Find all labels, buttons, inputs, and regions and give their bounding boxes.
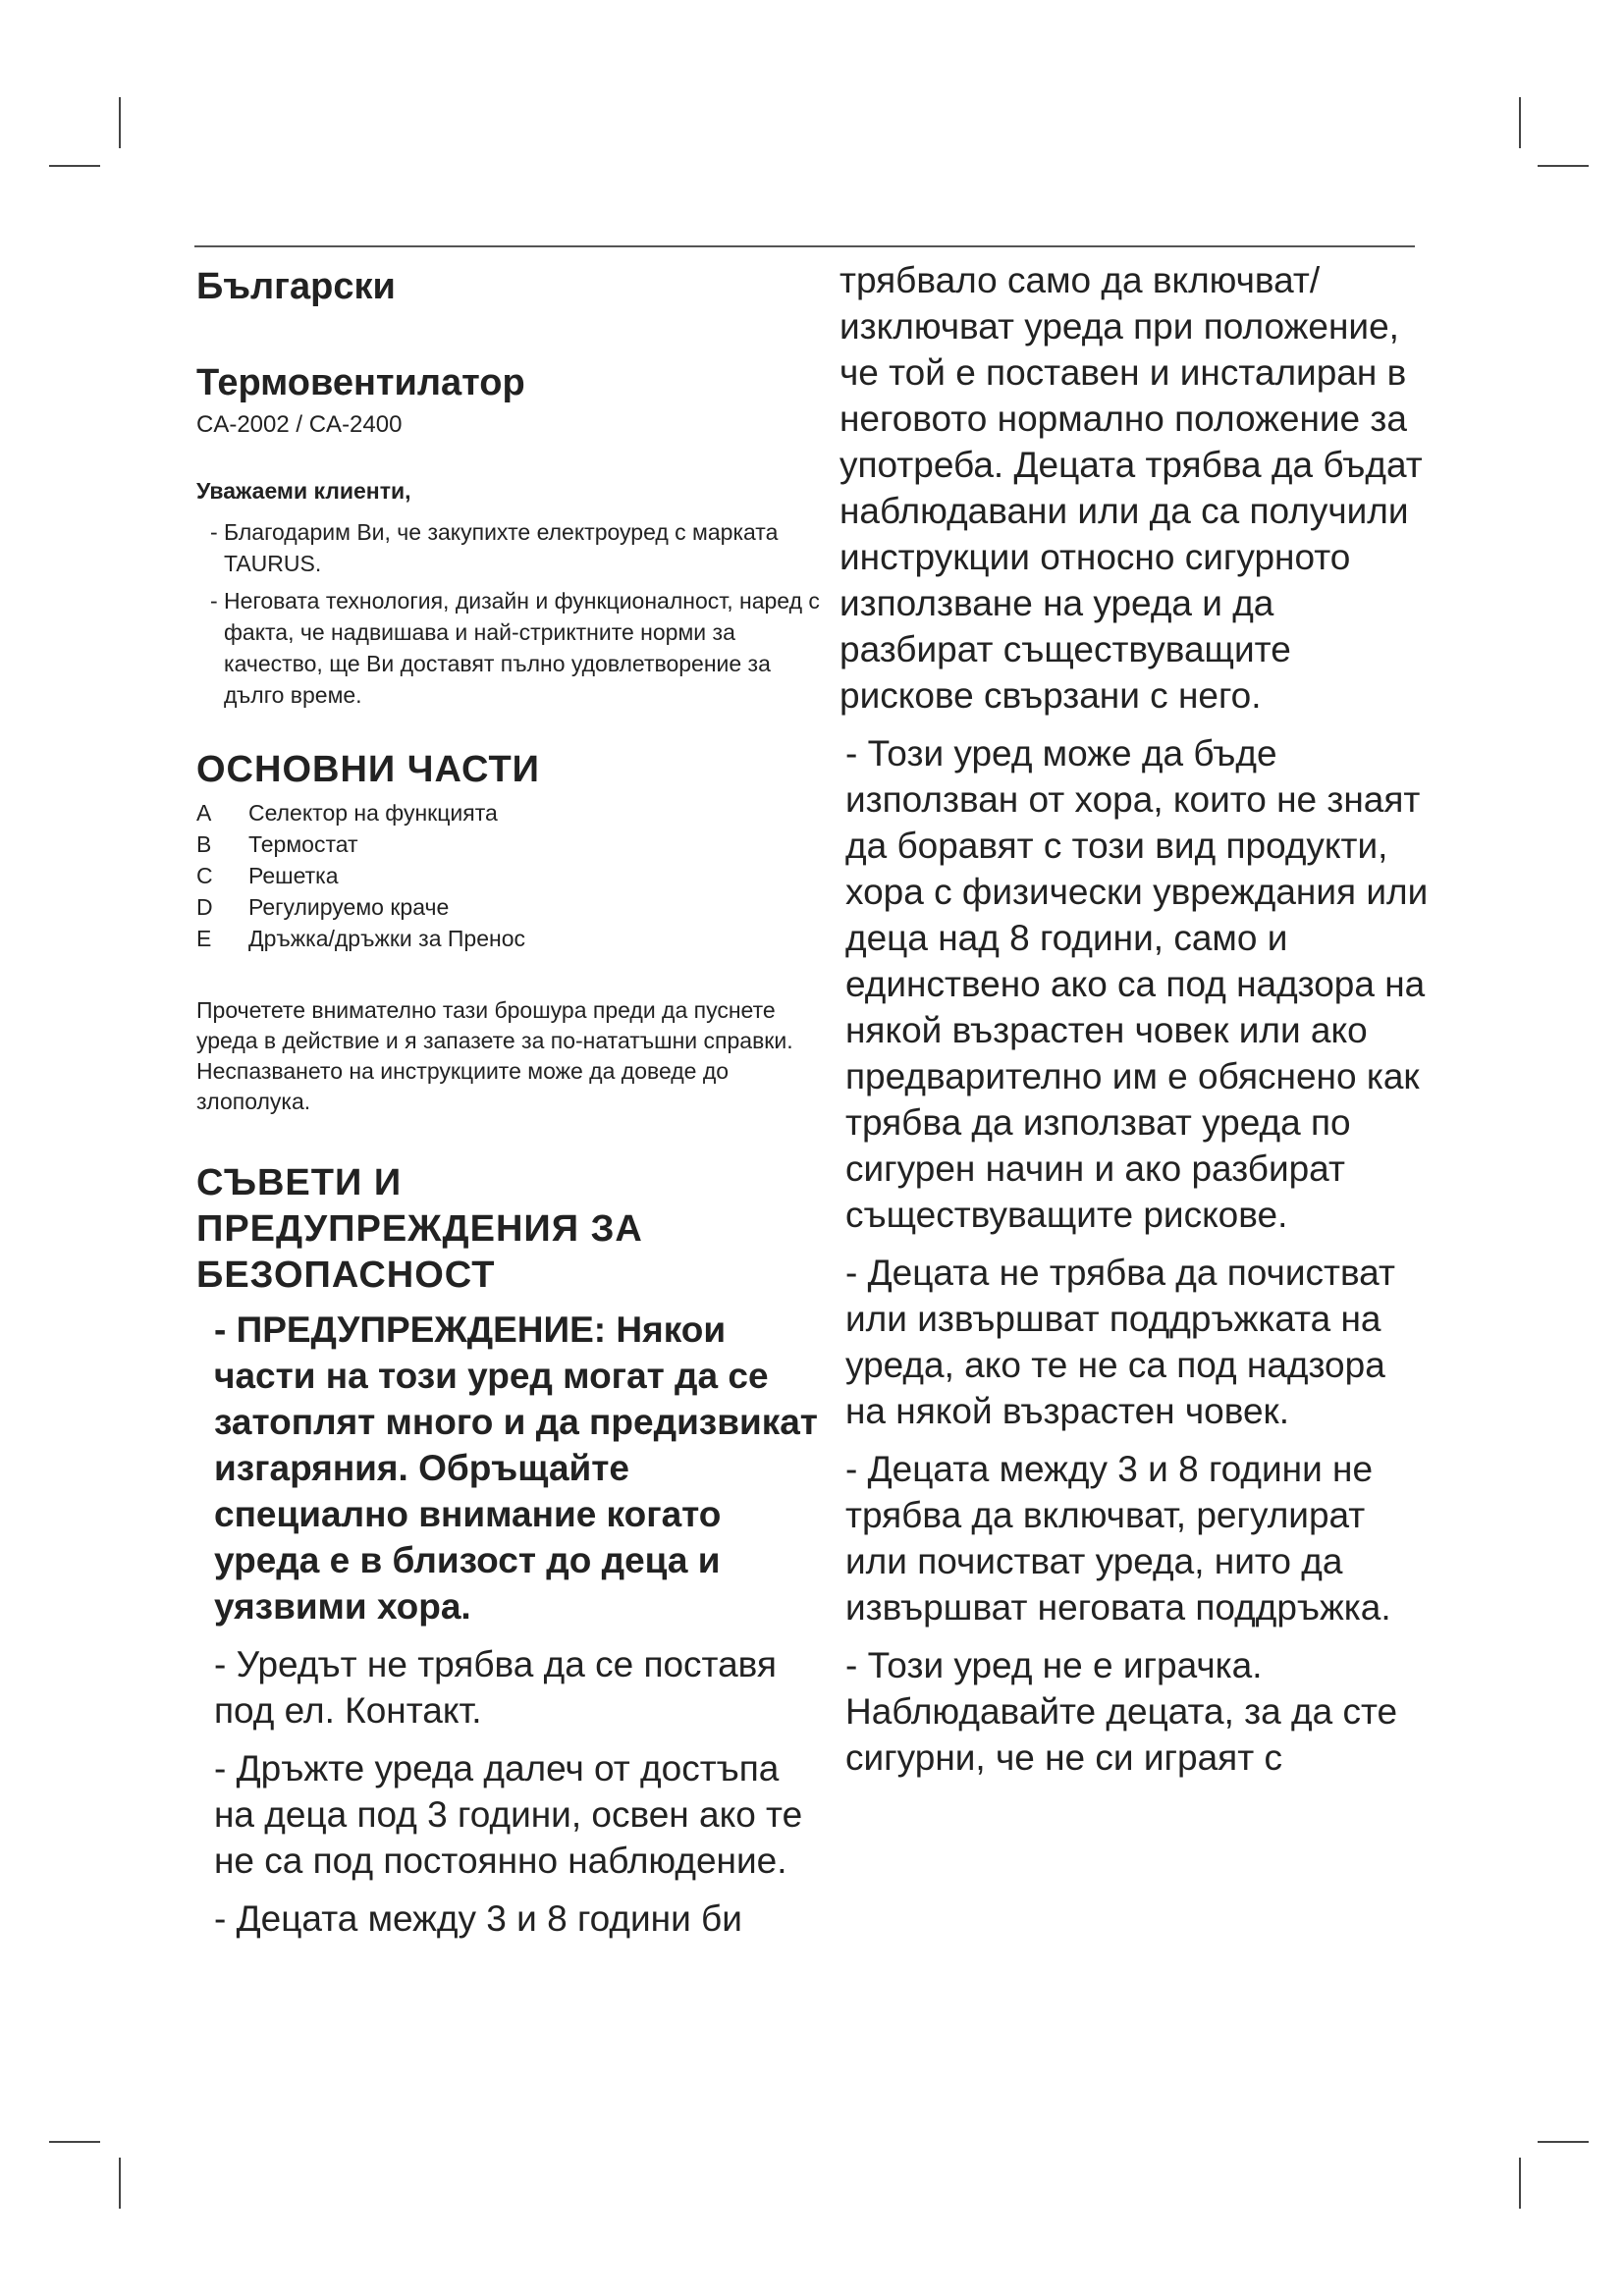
right-column (839, 257, 1429, 1781)
read-instructions-note: Прочетете внимателно тази брошура преди да пуснете уреда в действие и я запазете за по-нататъшни справки. Неспазването на инструкциите може да доведе до злополука. (196, 996, 793, 1114)
list-item (196, 828, 825, 860)
language-heading: Български (196, 266, 396, 307)
safety-paragraph: трябвало само да включват/ изключват уреда при положение, че той е поставен и инсталиран в неговото нормално положение за употреба. Децата трябва да бъдат наблюдавани или да са получили инструкции относно сигурното използване на уреда и да разбират съществуващите рискове свързани с него. (839, 260, 1423, 716)
parts-title: ОСНОВНИ ЧАСТИ (196, 748, 540, 790)
greeting: Уважаеми клиенти, (196, 477, 411, 504)
header-rule (194, 245, 1415, 247)
crop-mark-bottom-right-horizontal (1538, 2141, 1589, 2143)
crop-mark-top-right-horizontal (1538, 165, 1589, 167)
safety-paragraph: - Децата не трябва да почистват или извършват поддръжката на уреда, ако те не са под надзора на някой възрастен човек. (845, 1253, 1395, 1431)
model-number: CA-2002 / CA-2400 (196, 411, 403, 439)
part-label: Дръжка/дръжки за Пренос (248, 925, 525, 951)
safety-title (196, 1160, 825, 1299)
crop-mark-bottom-left-vertical (119, 2158, 121, 2209)
part-label: Термостат (248, 830, 358, 857)
part-label: Селектор на функцията (248, 799, 498, 826)
safety-paragraph: - Децата между 3 и 8 години би (214, 1897, 742, 1939)
part-letter: D (196, 893, 213, 920)
list-item (196, 797, 825, 828)
crop-mark-bottom-left-horizontal (49, 2141, 100, 2143)
intro-paragraph: - Неговата технология, дизайн и функционалност, наред с факта, че надвишава и най-стриктните норми за качество, ще Ви доставят пълно удовлетворение за дълго време. (210, 587, 820, 708)
intro-text (210, 516, 825, 711)
crop-mark-top-right-vertical (1519, 97, 1521, 148)
safety-title-line: БЕЗОПАСНОСТ (196, 1254, 496, 1296)
part-label: Регулируемо краче (248, 893, 450, 920)
safety-title-line: ПРЕДУПРЕЖДЕНИЯ ЗА (196, 1207, 643, 1250)
left-column (196, 257, 825, 1942)
part-letter: B (196, 830, 212, 857)
safety-title-line: СЪВЕТИ И (196, 1161, 403, 1203)
part-letter: A (196, 799, 212, 826)
safety-paragraph: - Уредът не трябва да се поставя под ел. Контакт. (214, 1643, 777, 1731)
safety-paragraph: - Този уред не е играчка. Наблюдавайте децата, за да сте сигурни, че не си играят с (845, 1645, 1398, 1778)
crop-mark-top-left-horizontal (49, 165, 100, 167)
parts-list (196, 797, 825, 954)
list-item (196, 860, 825, 891)
crop-mark-top-left-vertical (119, 97, 121, 148)
list-item (196, 923, 825, 954)
warning-paragraph: - ПРЕДУПРЕЖДЕНИЕ: Някои части на този уред могат да се затоплят много и да предизвикат изгаряния. Обръщайте специално внимание когато уреда е в близост до деца и уязвими хора. (214, 1308, 818, 1627)
part-label: Решетка (248, 862, 339, 888)
part-letter: E (196, 925, 212, 951)
safety-paragraph: - Този уред може да бъде използван от хора, които не знаят да боравят с този вид продукти, хора с физически увреждания или деца над 8 години, само и единствено ако са под надзора на някой възрастен човек или ако предварително им е обяснено как трябва да използват уреда по сигурен начин и ако разбират съществуващите рискове. (845, 733, 1429, 1235)
crop-mark-bottom-right-vertical (1519, 2158, 1521, 2209)
intro-paragraph: - Благодарим Ви, че закупихте електроуред с марката TAURUS. (210, 518, 779, 576)
product-title: Термовентилатор (196, 361, 525, 403)
safety-paragraph: - Дръжте уреда далеч от достъпа на деца под 3 години, освен ако те не са под постоянно наблюдение. (214, 1747, 803, 1881)
part-letter: C (196, 862, 213, 888)
safety-paragraph: - Децата между 3 и 8 години не трябва да включват, регулират или почистват уреда, нито да извършват неговата поддръжка. (845, 1449, 1391, 1628)
list-item (196, 891, 825, 923)
